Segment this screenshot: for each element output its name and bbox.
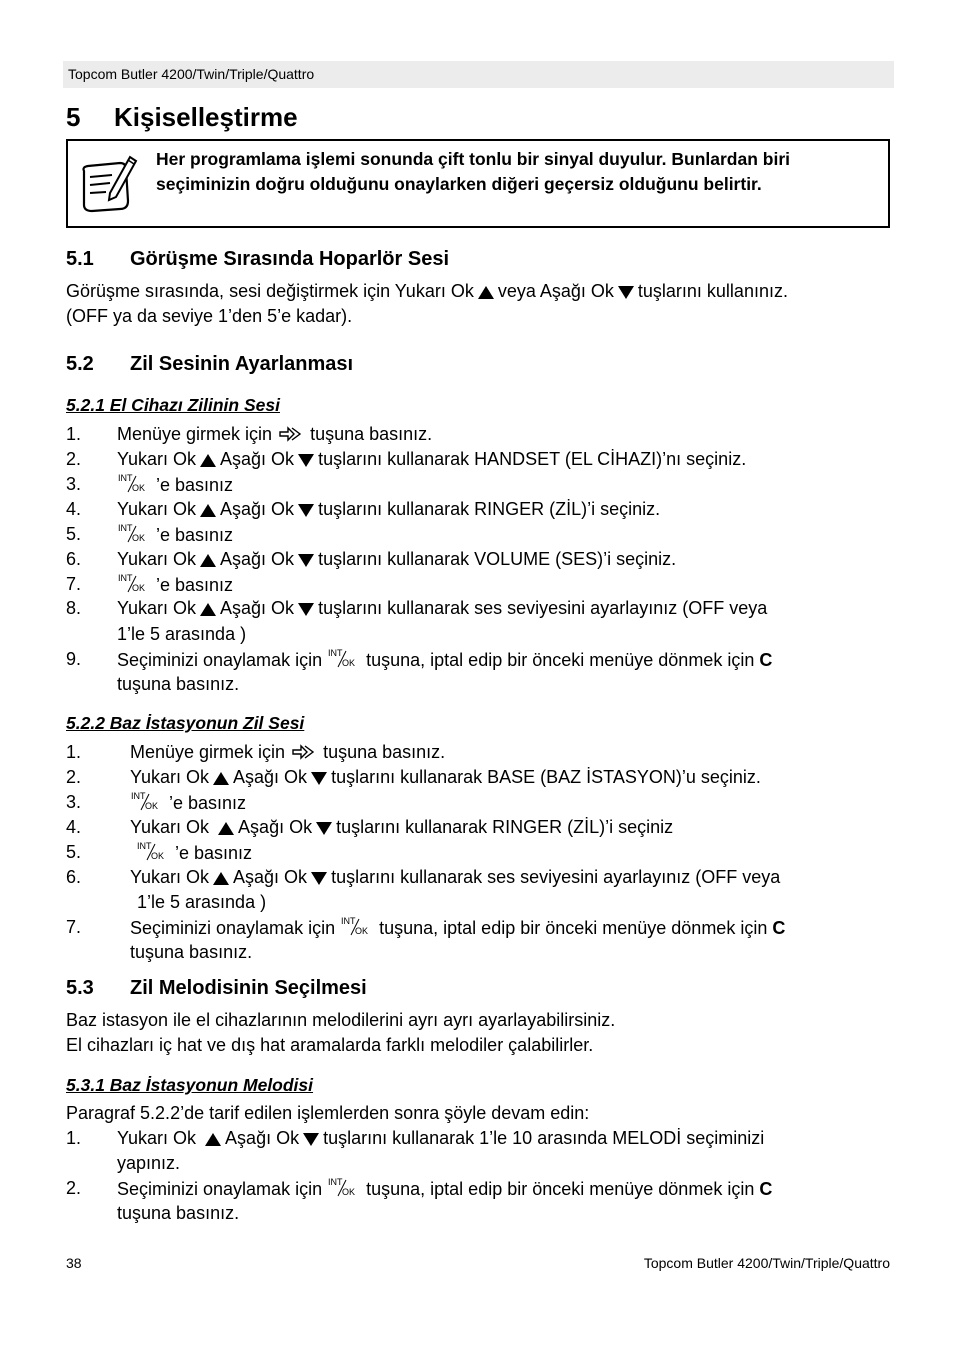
footer-title: Topcom Butler 4200/Twin/Triple/Quattro xyxy=(643,1255,890,1271)
up-arrow-icon xyxy=(213,872,229,885)
down-arrow-icon xyxy=(618,286,634,299)
paragraph: El cihazları iç hat ve dış hat aramalarda farklı melodiler çalabilirler. xyxy=(66,1035,594,1055)
paragraph: Baz istasyon ile el cihazlarının melodilerini ayrı ayrı ayarlayabilirsiniz. xyxy=(66,1010,616,1030)
item-text: INT OK ’e basınız xyxy=(118,573,234,595)
item-text: tuşuna basınız. xyxy=(130,942,253,962)
subsection-5-3-1-heading: 5.3.1 Baz İstasyonun Melodisi xyxy=(66,1075,314,1095)
item-text: Seçiminizi onaylamak için INT OK tuşuna, iptal edip bir önceki menüye dönmek için C xyxy=(117,648,773,670)
section-5-2-heading xyxy=(66,353,353,376)
item-number: 1. xyxy=(66,424,82,444)
menu-key-icon xyxy=(291,742,317,762)
subsection-5-2-2-heading: 5.2.2 Baz İstasyonun Zil Sesi xyxy=(66,713,305,733)
int-label: INT xyxy=(341,916,356,926)
section-number: 5.1 xyxy=(66,248,94,270)
down-arrow-icon xyxy=(311,872,327,885)
section-5-heading xyxy=(66,102,298,133)
int-ok-key-icon xyxy=(117,472,151,494)
up-arrow-icon xyxy=(478,286,494,299)
up-arrow-icon xyxy=(200,603,216,616)
int-ok-key-icon xyxy=(117,522,151,544)
item-text: INT OK ’e basınız xyxy=(131,791,247,813)
item-text: Yukarı Ok Aşağı Ok tuşlarını kullanarak ses seviyesini ayarlayınız (OFF veya xyxy=(117,598,768,618)
item-text: tuşuna basınız. xyxy=(117,674,240,694)
paragraph xyxy=(66,304,896,329)
subsection-5-2-1-heading: 5.2.1 El Cihazı Zilinin Sesi xyxy=(66,395,280,415)
note-box xyxy=(66,139,890,228)
item-text: Seçiminizi onaylamak için INT OK tuşuna, iptal edip bir önceki menüye dönmek için C xyxy=(117,1177,773,1199)
header-title: Topcom Butler 4200/Twin/Triple/Quattro xyxy=(68,66,315,82)
section-title: Zil Melodisinin Seçilmesi xyxy=(130,977,367,999)
item-text: Seçiminizi onaylamak için INT OK tuşuna, iptal edip bir önceki menüye dönmek için C xyxy=(130,916,786,938)
item-text: Yukarı Ok Aşağı Ok tuşlarını kullanarak 1’le 10 arasında MELODİ seçiminizi xyxy=(117,1128,765,1148)
item-number: 2. xyxy=(66,1178,82,1198)
text: veya Aşağı Ok xyxy=(497,281,614,301)
section-title: Kişiselleştirme xyxy=(114,102,298,132)
text: (OFF ya da seviye 1’den 5’e kadar). xyxy=(66,306,353,326)
int-ok-key-icon xyxy=(117,572,151,594)
int-ok-key-icon xyxy=(327,1176,361,1198)
item-number: 5. xyxy=(66,842,82,862)
ok-label: OK xyxy=(132,483,146,493)
int-label: INT xyxy=(118,473,133,483)
item-text: Yukarı Ok Aşağı Ok tuşlarını kullanarak BASE (BAZ İSTASYON)’u seçiniz. xyxy=(130,767,761,787)
ok-label: OK xyxy=(151,851,165,861)
int-ok-key-icon xyxy=(327,647,361,669)
up-arrow-icon xyxy=(213,772,229,785)
int-label: INT xyxy=(131,791,146,801)
int-label: INT xyxy=(328,648,343,658)
note-text: Her programlama işlemi sonunda çift tonlu bir sinyal duyulur. Bunlardan biri seçiminizin doğru olduğunu onaylarken diğeri geçersiz olduğunu belirtir. xyxy=(156,149,790,194)
up-arrow-icon xyxy=(200,454,216,467)
item-number: 2. xyxy=(66,449,82,469)
paragraph: Paragraf 5.2.2’de tarif edilen işlemlerden sonra şöyle devam edin: xyxy=(66,1103,590,1123)
item-number: 4. xyxy=(66,499,82,519)
item-number: 8. xyxy=(66,598,82,618)
item-number: 1. xyxy=(66,1128,82,1148)
page-number: 38 xyxy=(66,1255,82,1271)
item-number: 3. xyxy=(66,792,82,812)
ok-label: OK xyxy=(342,658,356,668)
section-number: 5.3 xyxy=(66,977,94,999)
ok-label: OK xyxy=(342,1187,356,1197)
item-text: Yukarı Ok Aşağı Ok tuşlarını kullanarak VOLUME (SES)’i seçiniz. xyxy=(117,549,677,569)
page-header xyxy=(63,61,894,88)
item-number: 5. xyxy=(66,524,82,544)
up-arrow-icon xyxy=(200,554,216,567)
item-number: 6. xyxy=(66,867,82,887)
item-number: 7. xyxy=(66,574,82,594)
section-number: 5.2 xyxy=(66,353,94,375)
item-number: 1. xyxy=(66,742,82,762)
item-text: 1’le 5 arasında ) xyxy=(137,892,267,912)
section-title: Zil Sesinin Ayarlanması xyxy=(130,353,354,375)
paragraph xyxy=(66,279,896,304)
int-label: INT xyxy=(328,1177,343,1187)
section-number: 5 xyxy=(66,102,81,132)
item-text: Menüye girmek için tuşuna basınız. xyxy=(117,424,433,444)
ok-label: OK xyxy=(145,801,159,811)
section-5-3-heading xyxy=(66,977,367,1000)
int-label: INT xyxy=(137,841,152,851)
down-arrow-icon xyxy=(298,504,314,517)
item-text: INT OK ’e basınız xyxy=(118,473,234,495)
item-text: Yukarı Ok Aşağı Ok tuşlarını kullanarak RINGER (ZİL)’i seçiniz xyxy=(130,817,674,837)
menu-key-icon xyxy=(278,424,304,444)
ok-label: OK xyxy=(132,533,146,543)
item-number: 9. xyxy=(66,649,82,669)
section-title: Görüşme Sırasında Hoparlör Sesi xyxy=(130,248,449,270)
int-ok-key-icon xyxy=(136,840,170,862)
item-text: Yukarı Ok Aşağı Ok tuşlarını kullanarak HANDSET (EL CİHAZI)’nı seçiniz. xyxy=(117,449,747,469)
text: Görüşme sırasında, sesi değiştirmek için Yukarı Ok xyxy=(66,281,474,301)
item-text: Yukarı Ok Aşağı Ok tuşlarını kullanarak ses seviyesini ayarlayınız (OFF veya xyxy=(130,867,781,887)
item-number: 3. xyxy=(66,474,82,494)
up-arrow-icon xyxy=(218,822,234,835)
ok-label: OK xyxy=(355,926,369,936)
item-text: 1’le 5 arasında ) xyxy=(117,624,247,644)
down-arrow-icon xyxy=(298,454,314,467)
item-number: 6. xyxy=(66,549,82,569)
down-arrow-icon xyxy=(298,554,314,567)
up-arrow-icon xyxy=(200,504,216,517)
item-number: 4. xyxy=(66,817,82,837)
down-arrow-icon xyxy=(311,772,327,785)
item-number: 7. xyxy=(66,917,82,937)
up-arrow-icon xyxy=(205,1133,221,1146)
ok-label: OK xyxy=(132,583,146,593)
down-arrow-icon xyxy=(316,822,332,835)
int-ok-key-icon xyxy=(130,790,164,812)
int-label: INT xyxy=(118,523,133,533)
item-number: 2. xyxy=(66,767,82,787)
down-arrow-icon xyxy=(303,1133,319,1146)
item-text: yapınız. xyxy=(117,1153,181,1173)
text: tuşlarını kullanınız. xyxy=(637,281,788,301)
item-text: INT OK ’e basınız xyxy=(118,523,234,545)
section-5-1-heading xyxy=(66,248,449,271)
item-text: Menüye girmek için tuşuna basınız. xyxy=(130,742,446,762)
item-text: INT OK ’e basınız xyxy=(137,841,253,863)
item-text: tuşuna basınız. xyxy=(117,1203,240,1223)
int-ok-key-icon xyxy=(340,915,374,937)
note-pencil-icon xyxy=(76,149,140,217)
item-text: Yukarı Ok Aşağı Ok tuşlarını kullanarak RINGER (ZİL)’i seçiniz. xyxy=(117,499,661,519)
down-arrow-icon xyxy=(298,603,314,616)
int-label: INT xyxy=(118,573,133,583)
